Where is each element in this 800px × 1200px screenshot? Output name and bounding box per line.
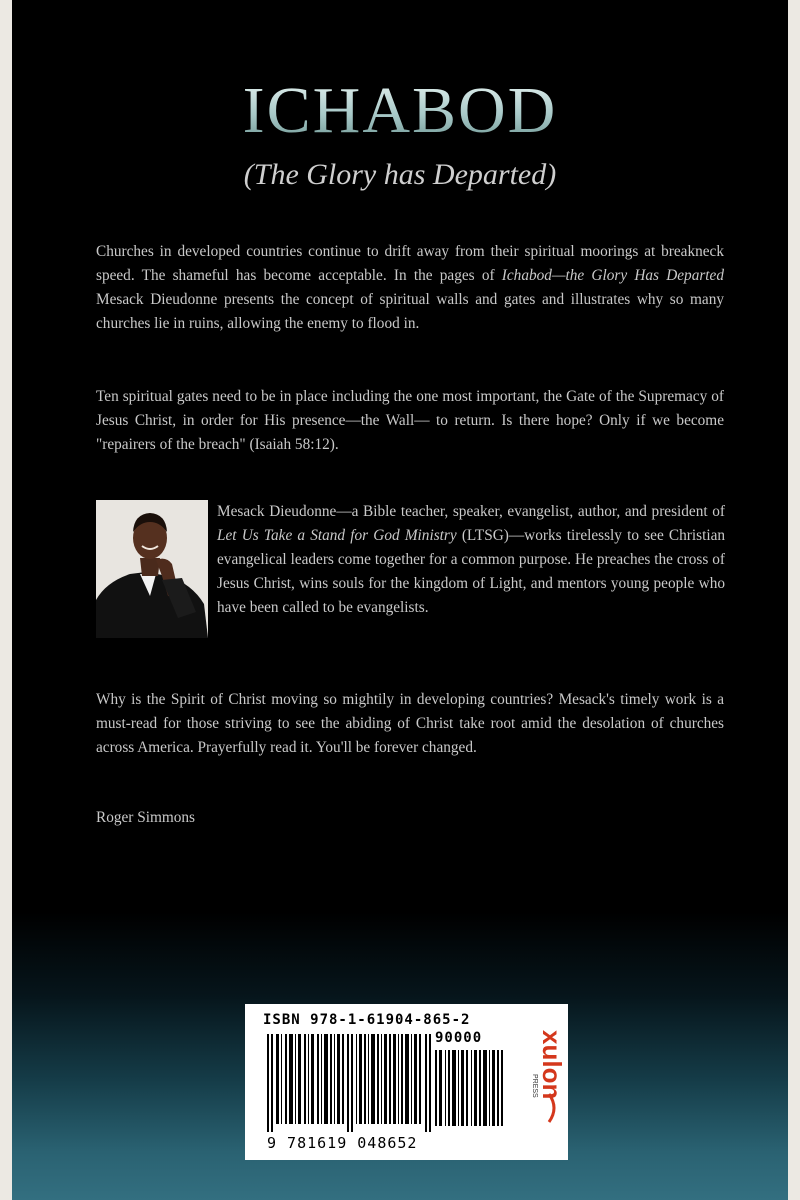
- endorsement-text: Why is the Spirit of Christ moving so mightily in developing countries? Mesack's timely work is a must-read for those striving to see the abiding of Christ take root amid the desolation of churches across America. Prayerfully read it. You'll be forever changed.: [96, 691, 724, 756]
- ministry-name: Let Us Take a Stand for God Ministry: [217, 527, 457, 544]
- ean-barcode-bars: [267, 1034, 431, 1132]
- ean-digits: 9 781619 048652: [267, 1134, 418, 1152]
- back-cover: [12, 0, 788, 1200]
- blurb-paragraph-1: Churches in developed countries continue to drift away from their spiritual moorings at breakneck speed. The shameful has become acceptable. In the pages of Ichabod—the Glory Has Departed Mesack Dieudonne presents the concept of spiritual walls and gates and illustrates why so many churches lie in ruins, allowing the enemy to flood in.: [96, 243, 724, 332]
- blurb-paragraph-2: Ten spiritual gates need to be in place including the one most important, the Gate of the Supremacy of Jesus Christ, in order for His presence—the Wall— to return. Is there hope? Only if we become "repairers of the breach" (Isaiah 58:12).: [96, 388, 724, 453]
- xulon-press-logo-icon: [513, 1024, 567, 1152]
- isbn-barcode: [245, 1004, 568, 1160]
- svg-text:xulon: xulon: [537, 1030, 567, 1100]
- author-portrait-icon: [96, 500, 208, 638]
- book-title: ICHABOD: [12, 78, 788, 144]
- price-code: 90000: [435, 1030, 483, 1046]
- endorsement-signature: Roger Simmons: [96, 809, 196, 826]
- isbn-number: ISBN 978-1-61904-865-2: [263, 1012, 471, 1028]
- blurb-book-title: Ichabod—the Glory Has Departed: [501, 267, 724, 284]
- book-subtitle: (The Glory has Departed): [243, 158, 557, 191]
- price-barcode-bars: [435, 1050, 503, 1126]
- author-bio: Mesack Dieudonne—a Bible teacher, speaker, evangelist, author, and president of Let Us Take a Stand for God Ministry (LTSG)—works tirelessly to see Christian evangelical leaders come together for a common purpose. He preaches the cross of Jesus Christ, wins souls for the kingdom of Light, and mentors young people who have been called to be evangelists.: [217, 503, 726, 616]
- svg-text:PRESS: PRESS: [531, 1074, 538, 1098]
